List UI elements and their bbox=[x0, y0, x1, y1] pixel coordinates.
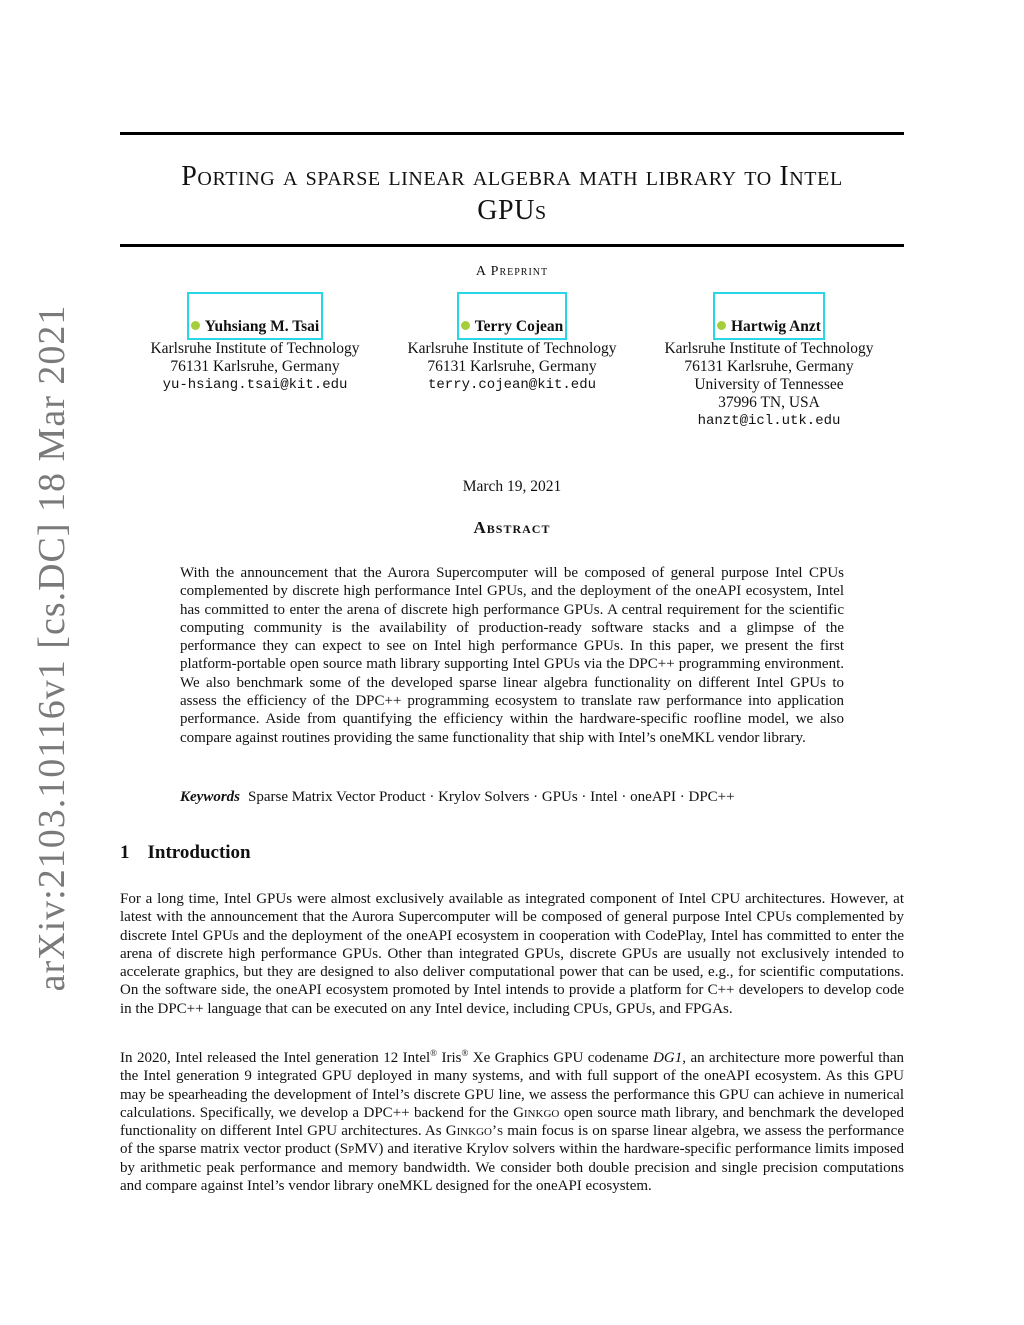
author-email[interactable]: yu-hsiang.tsai@kit.edu bbox=[162, 377, 348, 393]
preprint-label: A Preprint bbox=[475, 264, 549, 279]
intro-paragraph-2: In 2020, Intel released the Intel generation 12 Intel® Iris® Xe Graphics GPU codename DG1, an architecture more powerful than the Intel generation 9 integrated GPU deployed in many systems, and with full support of the oneAPI ecosystem. As this GPU may be spearheading the development of Intel’s discrete GPU line, we assess the performance this GPU can achieve in numerical calculations. Specifically, we develop a DPC++ backend for the Ginkgo open source math library, and benchmark the developed functionality on different Intel GPU architectures. As Ginkgo’s main focus is on sparse linear algebra, we assess the performance of the sparse matrix vector product (SpMV) and iterative Krylov solvers within the hardware-specific performance limits imposed by arithmetic peak performance and memory bandwidth. We consider both double precision and single precision computations and compare against Intel’s vendor library oneMKL designed for the oneAPI ecosystem. bbox=[120, 1048, 905, 1195]
author-address: 76131 Karlsruhe, Germany bbox=[170, 358, 340, 375]
abstract-heading: Abstract bbox=[473, 518, 551, 537]
author-address-2: 37996 TN, USA bbox=[718, 394, 820, 411]
gpu-codename: DG1 bbox=[653, 1050, 683, 1066]
title-line-1: Porting a sparse linear algebra math library to Intel bbox=[181, 161, 843, 192]
orcid-icon[interactable] bbox=[461, 321, 470, 330]
author-affiliation: Karlsruhe Institute of Technology bbox=[407, 340, 617, 357]
author-name-link[interactable]: Yuhsiang M. Tsai bbox=[187, 292, 323, 340]
orcid-icon[interactable] bbox=[717, 321, 726, 330]
author-name-link[interactable]: Hartwig Anzt bbox=[713, 292, 825, 340]
title-top-rule bbox=[120, 132, 904, 135]
arxiv-identifier: arXiv:2103.10116v1 [cs.DC] 18 Mar 2021 bbox=[31, 304, 73, 992]
author-block-2 bbox=[392, 292, 632, 394]
paper-date: March 19, 2021 bbox=[462, 478, 562, 495]
section-number: 1 bbox=[120, 842, 130, 863]
orcid-icon[interactable] bbox=[191, 321, 200, 330]
author-block-1 bbox=[135, 292, 375, 394]
section-title: Introduction bbox=[147, 842, 251, 863]
keywords-list: Sparse Matrix Vector Product · Krylov Solvers · GPUs · Intel · oneAPI · DPC++ bbox=[248, 789, 735, 805]
title-line-2: GPUs bbox=[477, 195, 547, 226]
author-address: 76131 Karlsruhe, Germany bbox=[427, 358, 597, 375]
ginkgo-name: Ginkgo’s bbox=[445, 1123, 504, 1140]
author-affiliation-2: University of Tennessee bbox=[694, 376, 844, 393]
abstract-text: With the announcement that the Aurora Supercomputer will be composed of general purpose Intel CPUs complemented by discrete high performance Intel GPUs, and the deployment of the oneAPI ecosystem, Intel has committed to enter the arena of discrete high performance GPUs. A central requirement for the scientific computing community is the availability of production-ready software stacks and a glimpse of the performance they can expect to see on Intel high performance GPUs. In this paper, we present the first platform-portable open source math library supporting Intel GPUs via the DPC++ programming environment. We also benchmark some of the developed sparse linear algebra functionality on different Intel GPUs to assess the efficiency of the DPC++ programming ecosystem to translate raw performance into application performance. Aside from quantifying the efficiency within the hardware-specific roofline model, we also compare against routines providing the same functionality that ship with Intel’s oneMKL vendor library. bbox=[180, 565, 844, 746]
spmv-acronym: SpMV bbox=[339, 1141, 379, 1158]
paper-title bbox=[120, 160, 904, 228]
author-affiliation: Karlsruhe Institute of Technology bbox=[664, 340, 874, 357]
author-name-link[interactable]: Terry Cojean bbox=[457, 292, 568, 340]
title-bottom-rule bbox=[120, 244, 904, 247]
author-block-3 bbox=[649, 292, 889, 430]
intro-paragraph-1: For a long time, Intel GPUs were almost exclusively available as integrated component of Intel CPU architectures. However, at latest with the announcement that the Aurora Supercomputer will be composed of general purpose Intel CPUs complemented by discrete Intel GPUs and the deployment of the oneAPI ecosystem in cooperation with CodePlay, Intel has committed to enter the arena of discrete high performance GPUs. Other than integrated GPUs, discrete GPUs are usually not exclusively intended to accelerate graphics, but they are designed to also deliver computational power that can be used, e.g., for scientific computations. On the software side, the oneAPI ecosystem promoted by Intel intends to provide a platform for C++ developers to develop code in the DPC++ language that can be executed on any Intel device, including CPUs, GPUs, and FPGAs. bbox=[120, 891, 904, 1017]
keywords bbox=[180, 789, 880, 806]
author-email[interactable]: terry.cojean@kit.edu bbox=[427, 377, 597, 393]
ginkgo-name: Ginkgo bbox=[513, 1104, 560, 1121]
author-address: 76131 Karlsruhe, Germany bbox=[684, 358, 854, 375]
author-affiliation: Karlsruhe Institute of Technology bbox=[150, 340, 360, 357]
section-heading bbox=[120, 842, 251, 864]
author-email[interactable]: hanzt@icl.utk.edu bbox=[697, 413, 841, 429]
registered-mark: ® bbox=[461, 1048, 469, 1058]
registered-mark: ® bbox=[430, 1048, 437, 1058]
keywords-label: Keywords bbox=[180, 789, 240, 805]
